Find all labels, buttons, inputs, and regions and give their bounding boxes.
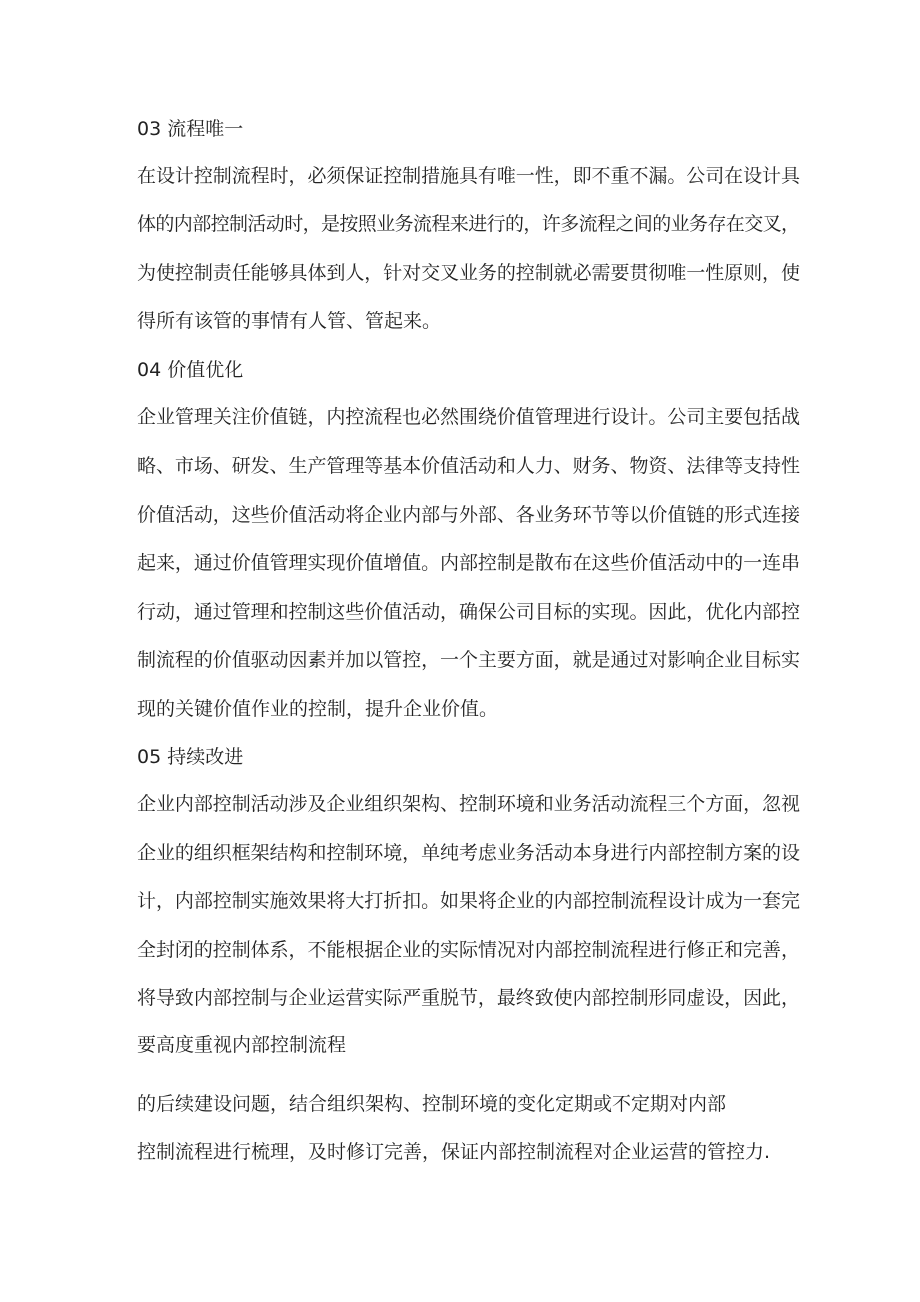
paragraph-line: 控制流程进行梳理，及时修订完善，保证内部控制流程对企业运营的管控力. [137,1141,771,1163]
section-heading-03: 03 流程唯一 [137,118,244,140]
paragraph-line: 略、市场、研发、生产管理等基本价值活动和人力、财务、物资、法律等支持性 [137,455,800,477]
paragraph-line: 要高度重视内部控制流程 [137,1034,347,1056]
paragraph-line: 企业管理关注价值链，内控流程也必然围绕价值管理进行设计。公司主要包括战 [137,406,800,428]
paragraph-line: 价值活动，这些价值活动将企业内部与外部、各业务环节等以价值链的形式连接 [137,504,800,526]
paragraph-line: 企业的组织框架结构和控制环境，单纯考虑业务活动本身进行内部控制方案的设 [137,842,800,864]
paragraph-line: 得所有该管的事情有人管、管起来。 [137,310,442,332]
paragraph-line: 为使控制责任能够具体到人，针对交叉业务的控制就必需要贯彻唯一性原则，使 [137,262,800,284]
paragraph-line: 现的关键价值作业的控制，提升企业价值。 [137,698,499,720]
paragraph-line: 起来，通过价值管理实现价值增值。内部控制是散布在这些价值活动中的一连串 [137,552,800,574]
section-heading-05: 05 持续改进 [137,746,244,768]
paragraph-line: 的后续建设问题，结合组织架构、控制环境的变化定期或不定期对内部 [137,1093,727,1115]
paragraph-line: 将导致内部控制与企业运营实际严重脱节，最终致使内部控制形同虚设，因此， [137,987,800,1009]
paragraph-line: 企业内部控制活动涉及企业组织架构、控制环境和业务活动流程三个方面，忽视 [137,793,800,815]
paragraph-line: 全封闭的控制体系，不能根据企业的实际情况对内部控制流程进行修正和完善， [137,939,800,961]
paragraph-line: 计，内部控制实施效果将大打折扣。如果将企业的内部控制流程设计成为一套完 [137,890,800,912]
paragraph-line: 制流程的价值驱动因素并加以管控，一个主要方面，就是通过对影响企业目标实 [137,649,800,671]
paragraph-line: 行动，通过管理和控制这些价值活动，确保公司目标的实现。因此，优化内部控 [137,601,800,623]
section-heading-04: 04 价值优化 [137,359,244,381]
paragraph-line: 体的内部控制活动时，是按照业务流程来进行的，许多流程之间的业务存在交叉， [137,213,800,235]
paragraph-line: 在设计控制流程时，必须保证控制措施具有唯一性，即不重不漏。公司在设计具 [137,165,800,187]
